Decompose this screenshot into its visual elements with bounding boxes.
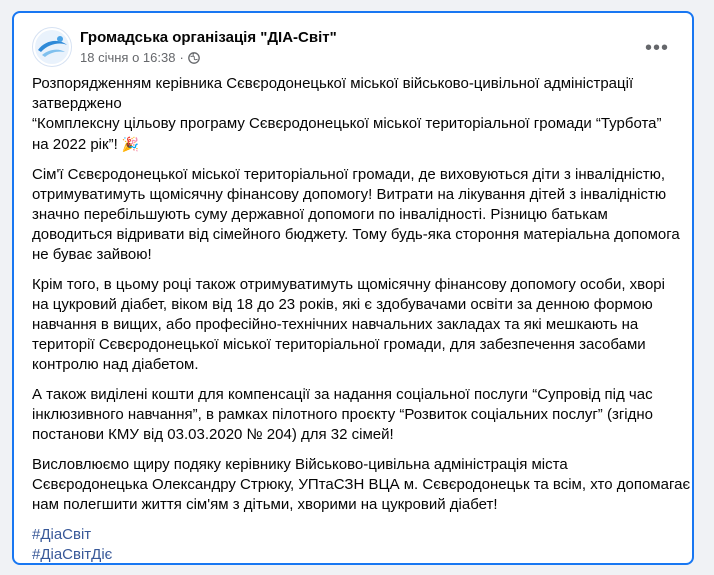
hashtag-link[interactable]: #ДіаСвіт bbox=[32, 526, 92, 543]
text-line bbox=[32, 134, 686, 155]
text-line: отримуватимуть щомісячну фінансову допомогу! Витрати на лікування дітей з інвалідністю bbox=[32, 186, 667, 203]
globe-icon[interactable] bbox=[188, 52, 200, 64]
text-line: території Сєвєродонецької міської територіальної громади, для забезпечення засобами bbox=[32, 336, 646, 353]
text-line: Висловлюємо щиру подяку керівнику Військово-цивільна адміністрація міста bbox=[32, 456, 568, 473]
post-date[interactable]: 18 січня о 16:38 bbox=[80, 50, 176, 65]
text-line: навчання в вищих, або професійно-технічних навчальних закладах та які мешкають на bbox=[32, 316, 639, 333]
post-header bbox=[32, 27, 678, 71]
paragraph-2 bbox=[32, 165, 686, 265]
text-line: нам полегшити життя сім'ям з дітьми, хворими на цукровий діабет! bbox=[32, 496, 498, 513]
text-line: постанови КМУ від 03.03.2020 № 204) для 32 сімей! bbox=[32, 426, 394, 443]
text-line: “Комплексну цільову програму Сєвєродонецької міської територіальної громади “Турбота” bbox=[32, 115, 662, 132]
text-line: не буває зайвою! bbox=[32, 246, 152, 263]
paragraph-4 bbox=[32, 385, 686, 445]
page-name[interactable]: Громадська організація "ДІА-Світ" bbox=[80, 29, 337, 46]
text-line: значно перебільшують суму державної допомоги по інвалідності. Різницю батькам bbox=[32, 206, 608, 223]
text-line: Крім того, в цьому році також отримуватимуть щомісячну фінансову допомогу особи, хворі bbox=[32, 276, 665, 293]
text-line: затверджено bbox=[32, 95, 122, 112]
paragraph-5 bbox=[32, 455, 691, 515]
meta-separator: · bbox=[179, 50, 184, 65]
post-text bbox=[32, 74, 691, 565]
paragraph-1 bbox=[32, 74, 686, 155]
text-line: на цукровий діабет, віком від 18 до 23 років, які є здобувачами освіти за денною формою bbox=[32, 296, 653, 313]
paragraph-3 bbox=[32, 275, 686, 375]
hashtag-link[interactable]: #ДіаСвітДіє bbox=[32, 546, 113, 563]
text-line: А також виділені кошти для компенсації за надання соціальної послуги “Супровід під час bbox=[32, 386, 653, 403]
party-popper-icon: 🎉 bbox=[121, 136, 140, 152]
dia-svit-logo bbox=[33, 28, 71, 66]
hashtags bbox=[32, 525, 686, 565]
text-line: Сім'ї Сєвєродонецької міської територіальної громади, де виховуються діти з інвалідністю, bbox=[32, 166, 666, 183]
text-line: Розпорядженням керівника Сєвєродонецької міської військово-цивільної адміністрації bbox=[32, 75, 634, 92]
text-line: Сєвєродонецька Олександру Стрюку, УПтаСЗН ВЦА м. Сєвєродонецьк та всім, хто допомагає bbox=[32, 476, 691, 493]
page-avatar[interactable] bbox=[32, 27, 72, 67]
text-line: інклюзивного навчання”, в рамках пілотного проєкту “Розвиток соціальних послуг” (згідно bbox=[32, 406, 654, 423]
post-card bbox=[12, 11, 694, 565]
post-meta bbox=[80, 50, 200, 65]
more-dots-icon[interactable]: ••• bbox=[644, 37, 669, 59]
text-line: контролю над діабетом. bbox=[32, 356, 199, 373]
text-line-part: на 2022 рік”! bbox=[32, 136, 118, 153]
text-line: доводиться відривати від сімейного бюджету. Тому будь-яка стороння матеріальна допомога bbox=[32, 226, 680, 243]
